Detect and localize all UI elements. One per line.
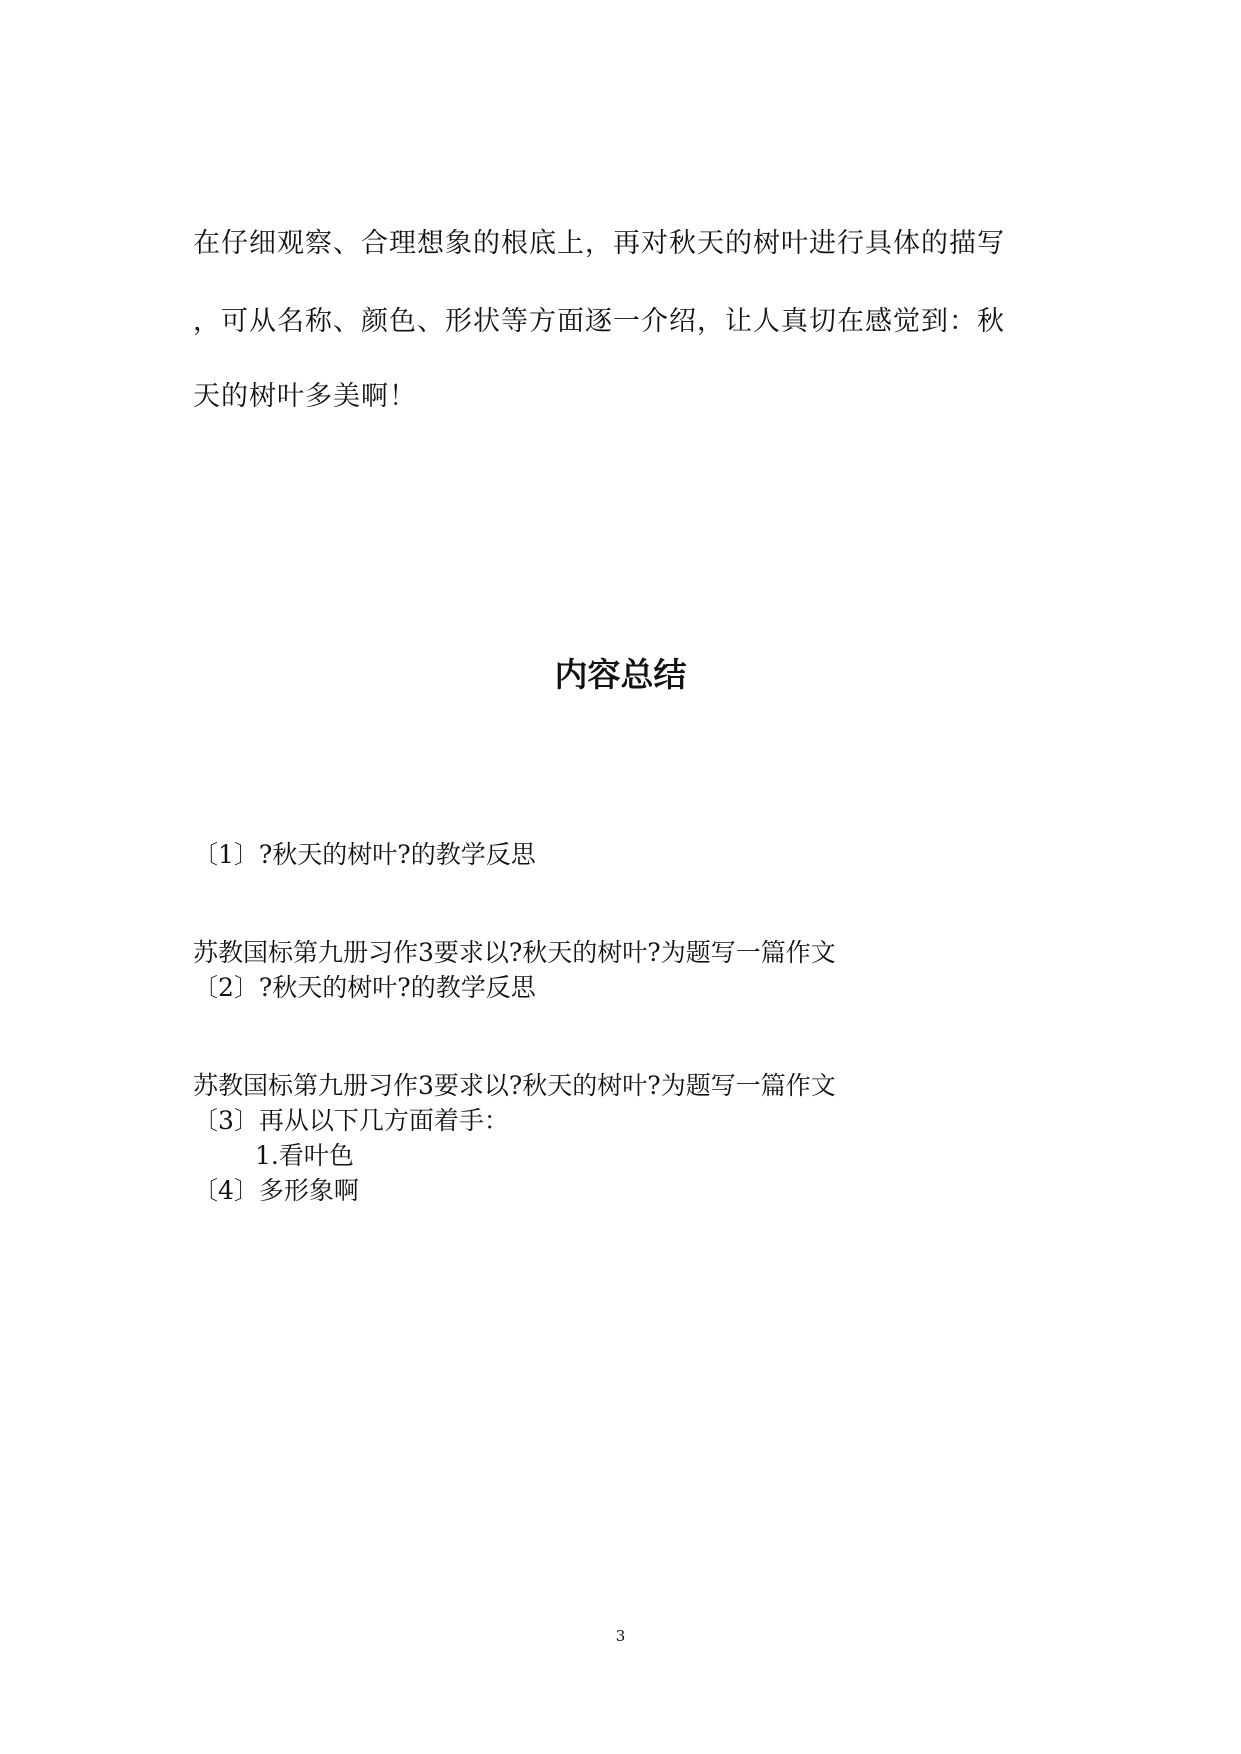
- summary-item-7: 〔4〕多形象啊: [193, 1176, 359, 1205]
- summary-heading: 内容总结: [554, 655, 687, 694]
- body-paragraph-line-3: 天的树叶多美啊！: [193, 381, 417, 412]
- summary-item-2: 苏教国标第九册习作3要求以?秋天的树叶?为题写一篇作文: [193, 938, 836, 967]
- summary-item-4: 苏教国标第九册习作3要求以?秋天的树叶?为题写一篇作文: [193, 1071, 836, 1100]
- summary-item-3: 〔2〕?秋天的树叶?的教学反思: [193, 973, 536, 1002]
- body-paragraph-line-1: 在仔细观察、合理想象的根底上，再对秋天的树叶进行具体的描写: [193, 228, 1005, 259]
- body-paragraph-line-2: ，可从名称、颜色、形状等方面逐一介绍，让人真切在感觉到：秋: [193, 306, 1005, 337]
- summary-item-1: 〔1〕?秋天的树叶?的教学反思: [193, 840, 536, 869]
- summary-item-6: 1.看叶色: [255, 1141, 354, 1170]
- summary-item-5: 〔3〕再从以下几方面着手：: [193, 1106, 509, 1135]
- page-number: 3: [615, 1627, 626, 1645]
